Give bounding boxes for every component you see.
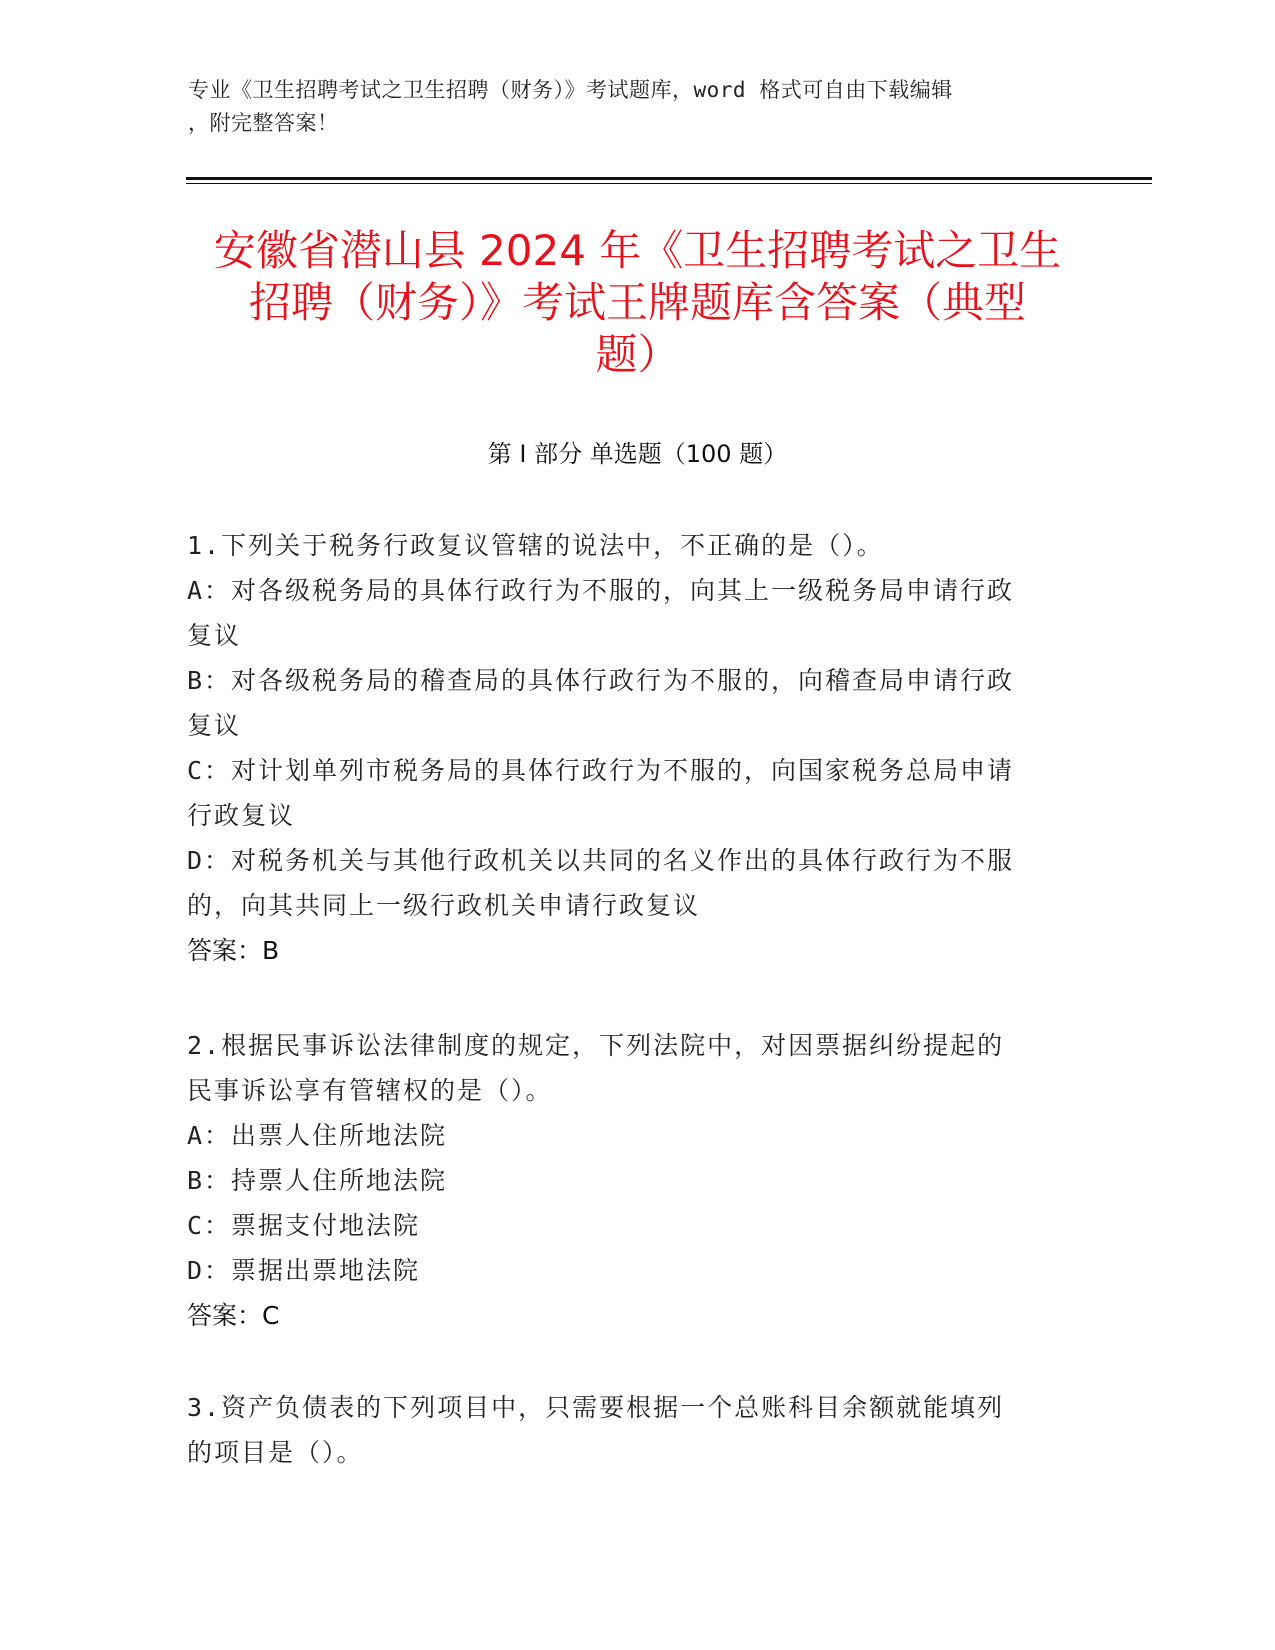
option-a: A：出票人住所地法院 bbox=[187, 1121, 448, 1150]
option-c: C：对计划单列市税务局的具体行政行为不服的，向国家税务总局申请 bbox=[187, 756, 1015, 785]
question-stem-continued: 的项目是（）。 bbox=[187, 1438, 364, 1467]
question-stem: 3.资产负债表的下列项目中，只需要根据一个总账科目余额就能填列 bbox=[187, 1393, 1005, 1422]
title-line: 招聘（财务）》考试王牌题库含答案（典型 bbox=[248, 278, 1026, 327]
header-divider-thick bbox=[186, 177, 1152, 180]
answer-key: 答案：C bbox=[187, 1301, 280, 1330]
question-stem-continued: 民事诉讼享有管辖权的是（）。 bbox=[187, 1076, 553, 1105]
option-a: A：对各级税务局的具体行政行为不服的，向其上一级税务局申请行政 bbox=[187, 576, 1015, 605]
question-stem: 1.下列关于税务行政复议管辖的说法中，不正确的是（）。 bbox=[187, 531, 884, 560]
header-divider-thin bbox=[186, 183, 1152, 184]
document-title bbox=[160, 225, 1115, 381]
section-heading: 第 I 部分 单选题（100 题） bbox=[487, 440, 788, 468]
title-line: 安徽省潜山县 2024 年《卫生招聘考试之卫生 bbox=[213, 226, 1062, 275]
option-d-continued: 的，向其共同上一级行政机关申请行政复议 bbox=[187, 891, 701, 920]
header-note-line: ，附完整答案！ bbox=[188, 111, 339, 135]
title-line: 题） bbox=[595, 330, 680, 379]
question-3 bbox=[187, 1385, 1067, 1475]
option-c: C：票据支付地法院 bbox=[187, 1211, 421, 1240]
option-b: B：持票人住所地法院 bbox=[187, 1166, 448, 1195]
header-note-line: 专业《卫生招聘考试之卫生招聘（财务）》考试题库，word 格式可自由下载编辑 bbox=[188, 78, 953, 102]
header-note bbox=[188, 74, 1088, 140]
option-b-continued: 复议 bbox=[187, 711, 242, 740]
option-b: B：对各级税务局的稽查局的具体行政行为不服的，向稽查局申请行政 bbox=[187, 666, 1015, 695]
option-c-continued: 行政复议 bbox=[187, 801, 296, 830]
question-1 bbox=[187, 523, 1067, 973]
option-d: D：对税务机关与其他行政机关以共同的名义作出的具体行政行为不服 bbox=[187, 846, 1015, 875]
question-stem: 2.根据民事诉讼法律制度的规定，下列法院中，对因票据纠纷提起的 bbox=[187, 1031, 1005, 1060]
option-a-continued: 复议 bbox=[187, 621, 242, 650]
option-d: D：票据出票地法院 bbox=[187, 1256, 421, 1285]
answer-key: 答案：B bbox=[187, 936, 280, 965]
question-2 bbox=[187, 1023, 1067, 1338]
